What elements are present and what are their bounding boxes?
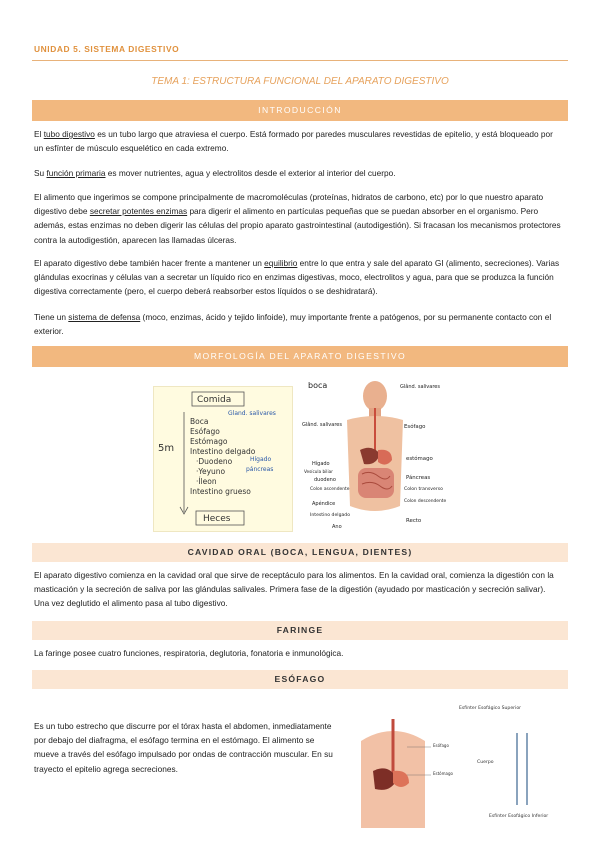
item-estomago: Estómago [190, 437, 228, 446]
label-colon-trans: Colon transverso [404, 487, 443, 492]
label-comida: Comida [197, 395, 232, 405]
label-glands: Gland. salivares [228, 410, 276, 417]
intro-paragraph-3 [34, 190, 562, 247]
label-higado-anat: Hígado [312, 461, 330, 467]
section-esofago: ESÓFAGO [32, 670, 568, 689]
item-boca: Boca [190, 417, 209, 426]
label-recto: Recto [406, 518, 422, 524]
intro-p2-text: es mover nutrientes, agua y electrolitos desde el exterior al interior del cuerpo. [105, 168, 396, 178]
label-apendice: Apéndice [312, 501, 336, 507]
label-scale: 5m [158, 443, 175, 454]
intro-p4-lead: El aparato digestivo debe también hacer frente a mantener un [34, 258, 265, 268]
item-esofago: Esófago [190, 427, 220, 436]
tema-title: TEMA 1: ESTRUCTURA FUNCIONAL DEL APARATO DIGESTIVO [151, 76, 449, 87]
section-faringe: FARINGE [32, 621, 568, 640]
label-esofago-b: Esófago [433, 743, 449, 748]
label-colon-asc: Colon ascendente [310, 487, 350, 492]
intro-term-funcion-primaria: función primaria [46, 168, 106, 178]
intro-p5-text: (moco, enzimas, ácido y tejido linfoide), muy importante frente a patógenos, por su permanente contacto con el exterior. [34, 312, 552, 337]
intro-term-equilibrio: equilibrio [264, 258, 298, 268]
intro-paragraph-2 [34, 166, 562, 180]
intro-term-tubo-digestivo: tubo digestivo [43, 129, 95, 139]
label-heces: Heces [203, 514, 231, 524]
label-colon-desc: Colon descendente [404, 499, 447, 504]
intro-p4-text: entre lo que entra y sale del aparato GI (alimento, secreciones). Varias glándulas exocrinas y células van a secretar un líquido rico en enzimas digestivas, moco, electrolitos y agua, para que se produzca la función digestiva correctamente (pero, el cuerpo deberá reabsorber estos líquidos o se deshidratará). [34, 258, 560, 297]
intro-p5-lead: Tiene un [34, 312, 69, 322]
label-estomago-anat: estómago [406, 456, 433, 462]
esophagus-illustration [345, 703, 570, 828]
digestive-flow-diagram [153, 386, 293, 532]
label-ano: Ano [332, 524, 342, 530]
label-boca: boca [308, 381, 328, 390]
head-shape [363, 381, 387, 411]
intro-term-secretar-enzimas: secretar potentes enzimas [89, 206, 188, 217]
label-pancreas: páncreas [246, 466, 274, 473]
unit-label: UNIDAD 5. SISTEMA DIGESTIVO [34, 44, 180, 54]
label-cuerpo: Cuerpo [477, 760, 494, 765]
label-duodeno-anat: duodeno [314, 477, 336, 483]
section-introduccion: INTRODUCCIÓN [32, 100, 568, 121]
label-pancreas-anat: Páncreas [406, 475, 431, 481]
label-esofago-anat: Esófago [404, 424, 426, 430]
item-yeyuno: ·Yeyuno [196, 467, 226, 476]
label-gland-right: Glând. salivares [400, 384, 440, 390]
label-eei: Esfínter Esofágico Inferior [489, 814, 549, 819]
item-duodeno: ·Duodeno [196, 457, 233, 466]
label-vesicula: Vesícula biliar [304, 469, 333, 474]
label-estomago-b: Estómago [433, 771, 453, 776]
intro-p1-text: es un tubo largo que atraviesa el cuerpo. Está formado por paredes musculares revestidas de epitelio, y está bloqueado por un esfínter de músculo esquelético en cada extremo. [34, 129, 553, 154]
section-morfologia: MORFOLOGÍA DEL APARATO DIGESTIVO [32, 346, 568, 367]
intro-p3-lead: El alimento que ingerimos se compone principalmente de macromoléculas (proteínas, hidratos de carbono, etc) por lo que nuestro aparato digestivo debe [34, 192, 544, 217]
digestive-anatomy-illustration [300, 378, 450, 536]
intro-paragraph-1 [34, 127, 562, 155]
label-intestino-anat: Intestino delgado [310, 513, 351, 518]
item-ileon: ·Íleon [196, 477, 217, 486]
section-cavidad-oral: CAVIDAD ORAL (BOCA, LENGUA, DIENTES) [32, 543, 568, 562]
cavidad-paragraph: El aparato digestivo comienza en la cavidad oral que sirve de receptáculo para los alimentos. En la cavidad oral, comienza la digestión con la masticación y la secreción de saliva por las glándulas salivales. Primera fase de la digestión (ayudado por masticación y secreción salivar). Una vez deglutido el alimento pasa al tubo digestivo. [34, 570, 554, 609]
intro-paragraph-5 [34, 310, 562, 338]
label-ees: Esfínter Esofágico Superior [459, 706, 522, 711]
intro-p1-lead: El [34, 129, 44, 139]
label-gland-left: Glând. salivares [302, 422, 342, 428]
intro-p3-text: para digerir el alimento en partículas pequeñas que se puedan absorber en el organismo. Pero además, estas enzimas no deben digerir las células del propio aparato gastrointestinal (autodigestión). Si fracasan los mecanismos protectores contra la autodigestión, aparecen las llamadas úlceras. [34, 206, 561, 245]
intro-paragraph-4 [34, 256, 562, 299]
faringe-paragraph: La faringe posee cuatro funciones, respiratoria, deglutoria, fonatoria e inmunológica. [34, 648, 344, 658]
item-intestino-grueso: Intestino grueso [190, 487, 251, 496]
intro-term-sistema-defensa: sistema de defensa [68, 312, 141, 322]
header-divider [32, 60, 568, 61]
label-higado: Hígado [250, 456, 272, 463]
item-intestino-delgado: Intestino delgado [190, 447, 256, 456]
esofago-paragraph: Es un tubo estrecho que discurre por el tórax hasta el abdomen, inmediatamente por debajo del diafragma, el esófago termina en el estómago. El alimento se mueve a través del esófago impulsado por ondas de contracción muscular. En su trayecto el epitelio agrega secreciones. [34, 721, 333, 774]
intro-p2-lead: Su [34, 168, 47, 178]
